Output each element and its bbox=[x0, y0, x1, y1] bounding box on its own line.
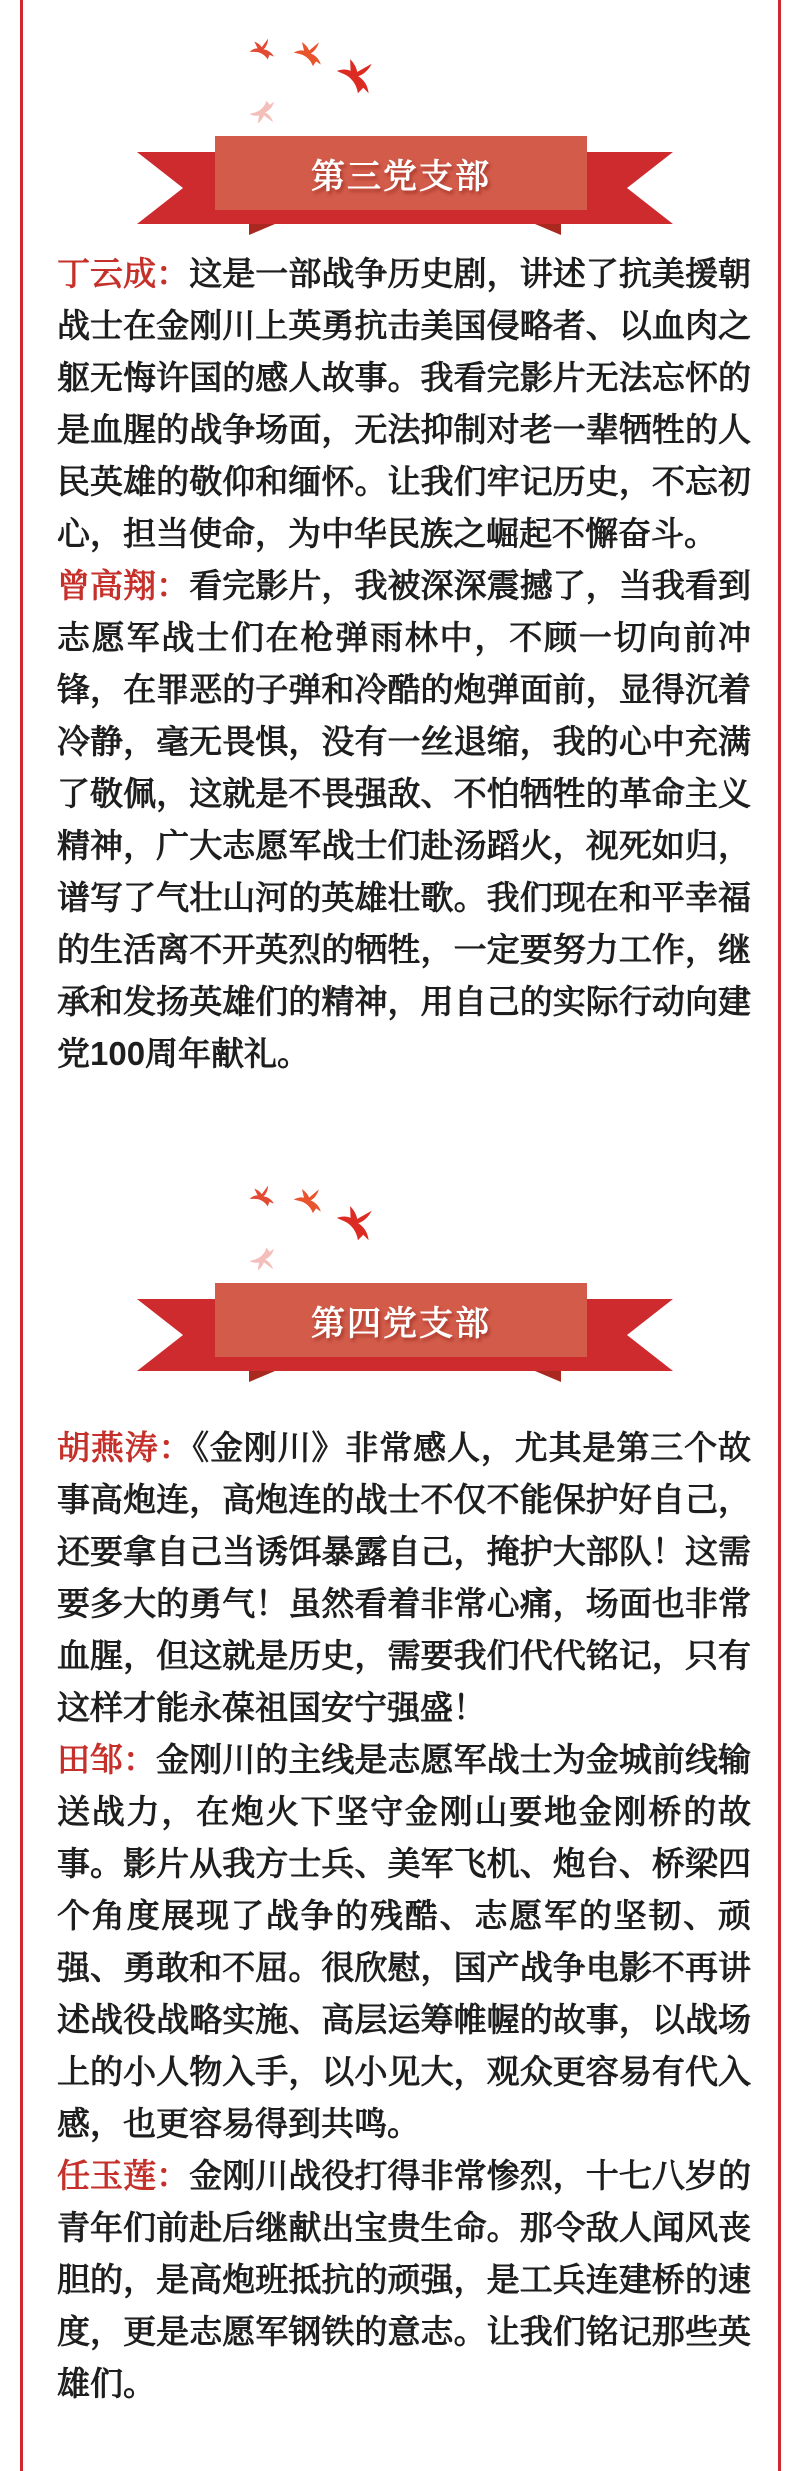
ribbon-panel bbox=[215, 1283, 587, 1357]
ribbon-fold-right bbox=[535, 224, 561, 235]
dove-icon bbox=[291, 1185, 329, 1215]
section-title: 第四党支部 bbox=[311, 1304, 491, 1343]
comment-content: 看完影片，我被深深震撼了，当我看到志愿军战士们在枪弹雨林中，不顾一切向前冲锋，在罪恶的子弹和冷酷的炮弹面前，显得沉着冷静，毫无畏惧，没有一丝退缩，我的心中充满了敬佩，这就是不畏强敌、不怕牺牲的革命主义精神，广大志愿军战士们赴汤蹈火，视死如归，谱写了气壮山河的英雄壮歌。我们现在和平幸福的生活离不开英烈的牺牲，一定要努力工作，继承和发扬英雄们的精神，用自己的实际行动向建党100周年献礼。 bbox=[57, 567, 752, 1072]
dove-icon bbox=[330, 1199, 385, 1247]
dove-icon bbox=[247, 36, 280, 63]
speaker-name: 田邹： bbox=[57, 1741, 157, 1778]
ribbon-fold-right bbox=[535, 1371, 561, 1382]
speaker-name: 任玉莲： bbox=[57, 2157, 190, 2194]
dove-icon bbox=[330, 52, 385, 100]
doves-decoration bbox=[0, 1147, 800, 1283]
ribbon-fold-left bbox=[249, 224, 275, 235]
dove-icon bbox=[291, 38, 329, 68]
comments-text-block bbox=[57, 1422, 751, 2410]
doves-decoration bbox=[0, 0, 800, 136]
party-branch-section bbox=[0, 1147, 800, 2471]
comment-content: 这是一部战争历史剧，讲述了抗美援朝战士在金刚川上英勇抗击美国侵略者、以血肉之躯无悔许国的感人故事。我看完影片无法忘怀的是血腥的战争场面，无法抑制对老一辈牺牲的人民英雄的敬仰和缅怀。让我们牢记历史，不忘初心，担当使命，为中华民族之崛起不懈奋斗。 bbox=[57, 255, 752, 552]
comment-paragraph bbox=[57, 2150, 751, 2410]
ribbon-fold-left bbox=[249, 1371, 275, 1382]
comment-content: 《金刚川》非常感人，尤其是第三个故事高炮连，高炮连的战士不仅不能保护好自己，还要拿自己当诱饵暴露自己，掩护大部队！这需要多大的勇气！虽然看着非常心痛，场面也非常血腥，但这就是历史，需要我们代代铭记，只有这样才能永葆祖国安宁强盛！ bbox=[57, 1429, 751, 1726]
section-banner-ribbon bbox=[137, 1283, 673, 1385]
comment-paragraph bbox=[57, 560, 751, 1080]
speaker-name: 胡燕涛： bbox=[57, 1429, 193, 1466]
comment-paragraph bbox=[57, 1734, 751, 2150]
section-title: 第三党支部 bbox=[311, 157, 491, 196]
party-branch-section bbox=[0, 0, 800, 1147]
comments-text-block bbox=[57, 248, 751, 1080]
ribbon-panel bbox=[215, 136, 587, 210]
speaker-name: 曾高翔： bbox=[57, 567, 190, 604]
comment-content: 金刚川的主线是志愿军战士为金城前线输送战力，在炮火下坚守金刚山要地金刚桥的故事。影片从我方士兵、美军飞机、炮台、桥梁四个角度展现了战争的残酷、志愿军的坚韧、顽强、勇敢和不屈。很欣慰，国产战争电影不再讲述战役战略实施、高层运筹帷幄的故事，以战场上的小人物入手，以小见大，观众更容易有代入感，也更容易得到共鸣。 bbox=[57, 1741, 752, 2142]
comment-paragraph bbox=[57, 248, 751, 560]
section-banner-ribbon bbox=[137, 136, 673, 238]
dove-icon bbox=[246, 1245, 282, 1274]
comment-content: 金刚川战役打得非常惨烈，十七八岁的青年们前赴后继献出宝贵生命。那令敌人闻风丧胆的，是高炮班抵抗的顽强，是工兵连建桥的速度，更是志愿军钢铁的意志。让我们铭记那些英雄们。 bbox=[57, 2157, 752, 2402]
dove-icon bbox=[247, 1183, 280, 1210]
dove-icon bbox=[246, 98, 282, 127]
comment-paragraph bbox=[57, 1422, 751, 1734]
speaker-name: 丁云成： bbox=[57, 255, 190, 292]
